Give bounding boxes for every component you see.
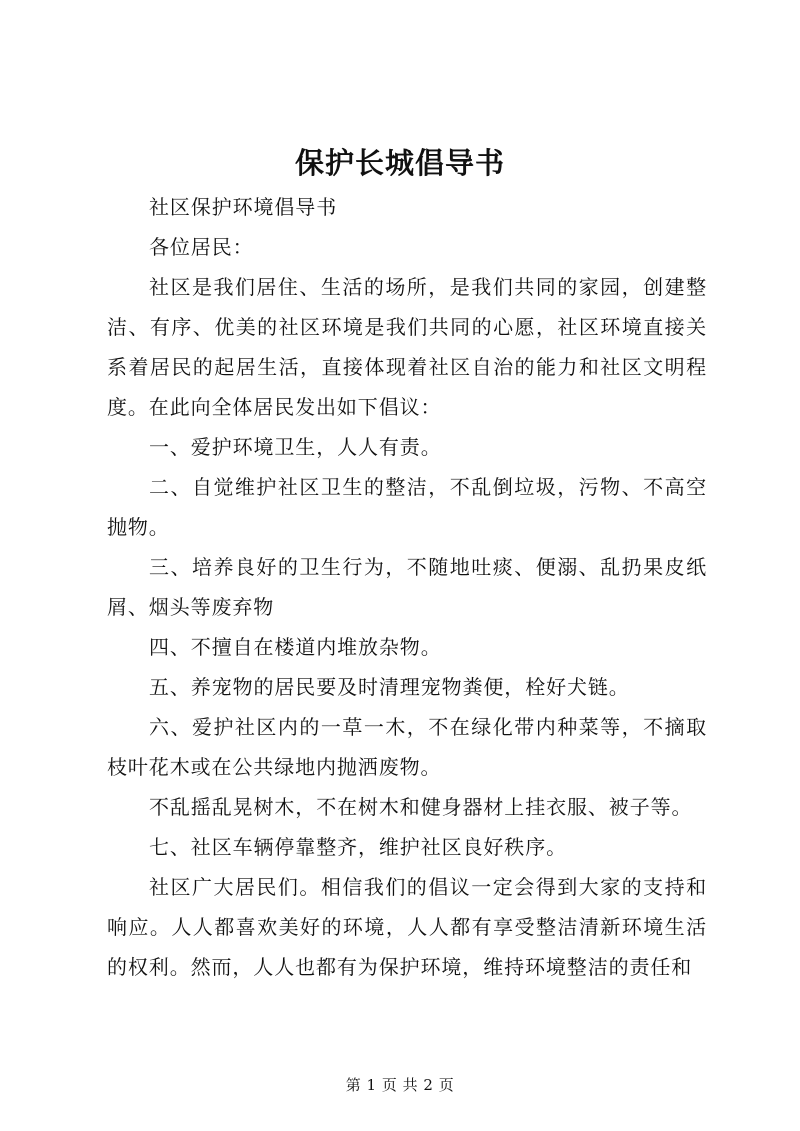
document-title: 保护长城倡导书 — [294, 146, 505, 180]
paragraph-item-4: 四、不擅自在楼道内堆放杂物。 — [149, 635, 442, 659]
paragraph-item-3: 三、培养良好的卫生行为，不随地吐痰、便溺、乱扔果皮纸屑、烟头等废弃物 — [107, 555, 707, 619]
paragraph-item-1: 一、爱护环境卫生，人人有责。 — [149, 435, 442, 459]
paragraph-salutation: 各位居民： — [149, 235, 254, 259]
paragraph-intro: 社区是我们居住、生活的场所，是我们共同的家园，创建整洁、有序、优美的社区环境是我们共同的心愿，社区环境直接关系着居民的起居生活，直接体现着社区自治的能力和社区文明程度。在此向全体居民发出如下倡议： — [107, 275, 707, 419]
paragraph-item-6-extra: 不乱摇乱晃树木，不在树木和健身器材上挂衣服、被子等。 — [149, 795, 693, 819]
paragraph-item-6: 六、爱护社区内的一草一木，不在绿化带内种菜等，不摘取枝叶花木或在公共绿地内抛洒废物。 — [107, 715, 707, 779]
paragraph-item-7: 七、社区车辆停靠整齐，维护社区良好秩序。 — [149, 835, 567, 859]
paragraph-closing: 社区广大居民们。相信我们的倡议一定会得到大家的支持和响应。人人都喜欢美好的环境，人人都有享受整洁清新环境生活的权利。然而，人人也都有为保护环境，维持环境整洁的责任和 — [107, 875, 707, 979]
paragraph-subtitle: 社区保护环境倡导书 — [149, 195, 338, 219]
paragraph-item-2: 二、自觉维护社区卫生的整洁，不乱倒垃圾，污物、不高空抛物。 — [107, 475, 707, 539]
paragraph-item-5: 五、养宠物的居民要及时清理宠物粪便，栓好犬链。 — [149, 675, 630, 699]
page-footer: 第 1 页 共 2 页 — [345, 1076, 455, 1094]
